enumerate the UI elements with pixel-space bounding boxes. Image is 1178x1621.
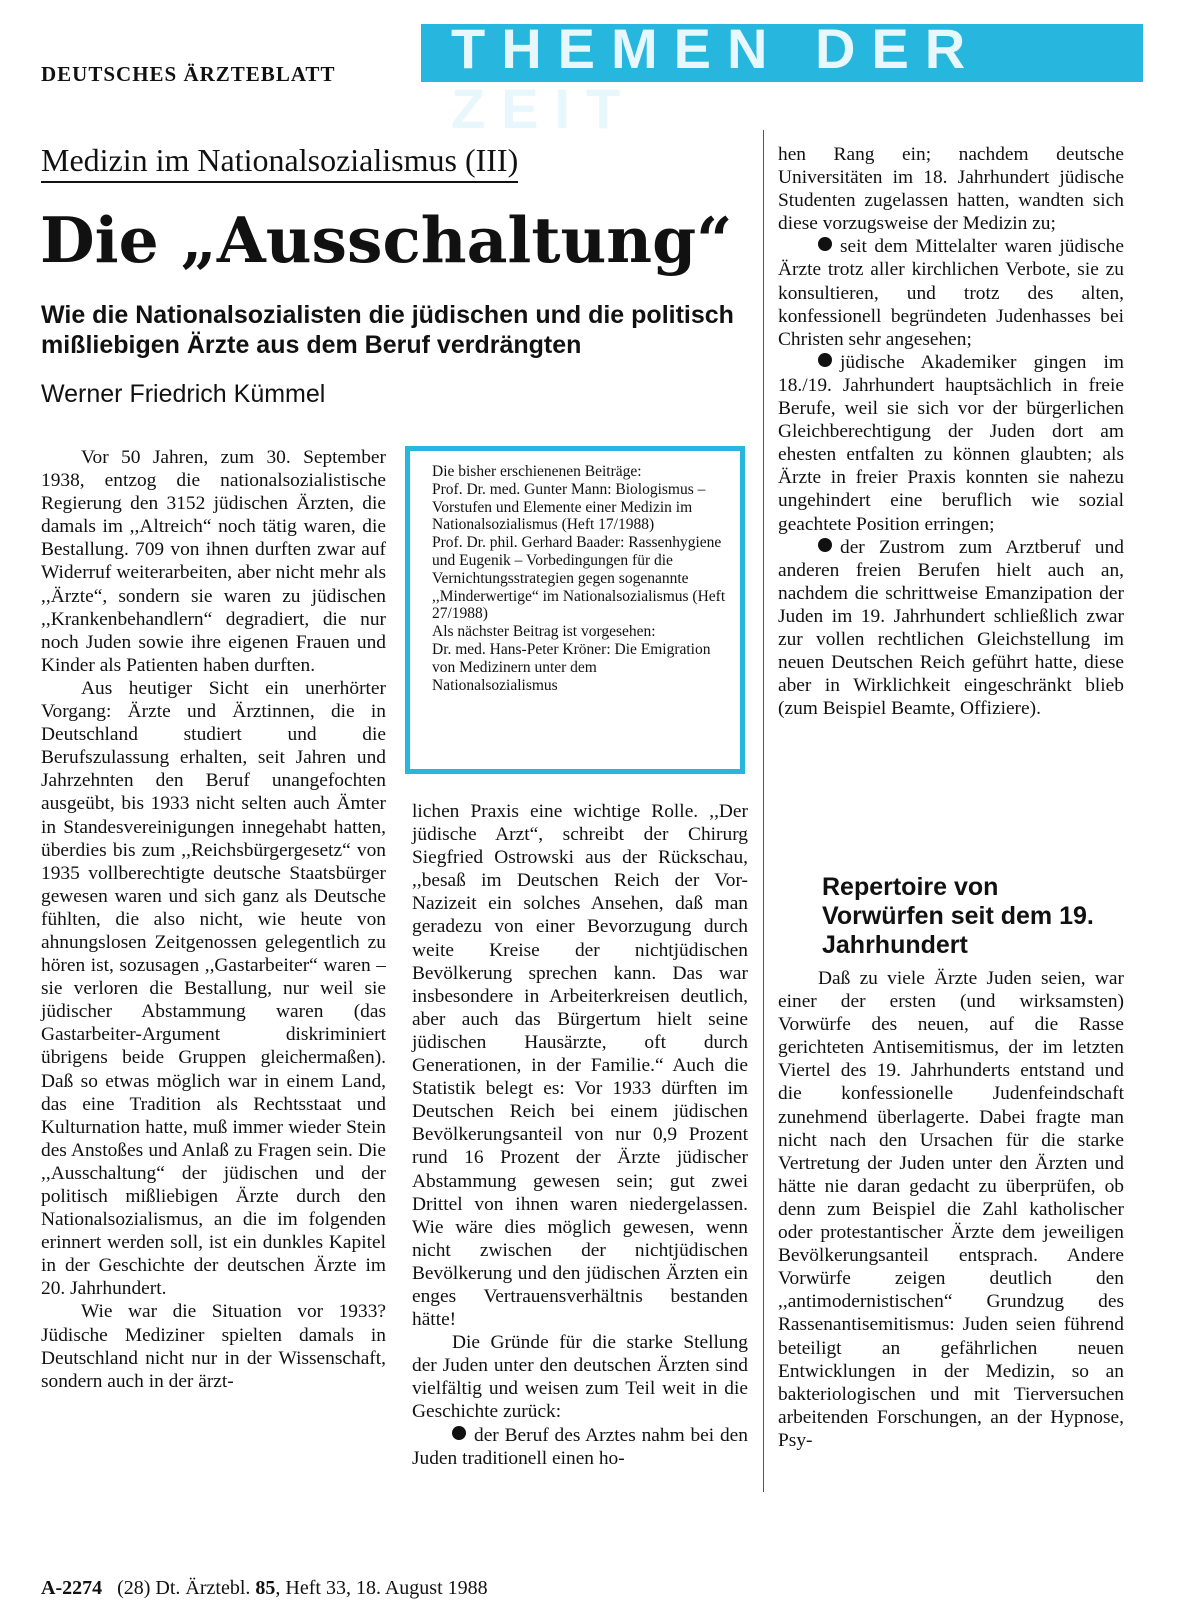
footer (41, 1577, 488, 1600)
paragraph: Die Gründe für die starke Stellung der Juden unter den deutschen Ärzten sind vielfältig und weisen zum Teil weit in die Geschichte zurück: (412, 1332, 748, 1423)
bullet-paragraph (778, 235, 1124, 350)
info-box-line: Als nächster Beitrag ist vorgesehen: (432, 623, 656, 641)
info-box-line: Dr. med. Hans-Peter Kröner: Die Emigration von Medizinern unter dem Nationalsozialismus (432, 640, 711, 694)
info-box-line: Prof. Dr. med. Gunter Mann: Biologismus – Vorstufen und Elemente einer Medizin im Nationalsozialismus (Heft 17/1988) (432, 480, 706, 534)
info-box (405, 446, 745, 774)
journal-issue: , Heft 33, 18. August 1988 (275, 1577, 488, 1599)
bullet-icon (818, 538, 832, 552)
bullet-icon (818, 237, 832, 251)
column-1 (41, 446, 386, 1393)
bullet-text: der Zustrom zum Arztberuf und anderen freien Berufen hielt auch an, nachdem die schrittweise Emanzipation der Juden im 19. Jahrhundert schließlich zwar zur vollen rechtlichen Gleichstellung im neuen Deutschen Reich geführt hatte, diese aber in Wirklichkeit eingeschränkt blieb (zum Beispiel Beamte, Offiziere). (778, 536, 1124, 720)
paragraph: Wie war die Situation vor 1933? Jüdische Mediziner spielten damals in Deutschland nicht nur in der Wissenschaft, sondern auch in der ärzt- (41, 1301, 386, 1392)
bullet-text: seit dem Mittelalter waren jüdische Ärzte trotz aller kirchlichen Verbote, sie zu konsultieren, und trotz des alten, konfessionell begründeten Judenhasses bei Christen sehr angesehen; (778, 236, 1124, 350)
bullet-icon (818, 353, 832, 367)
journal-ref: (28) Dt. Ärztebl. (117, 1577, 251, 1599)
section-banner-text: THEMEN DER ZEIT (451, 17, 982, 140)
article-title: Die „Ausschaltung“ (40, 203, 733, 277)
bullet-paragraph (778, 351, 1124, 536)
column-3 (778, 143, 1124, 720)
column-divider (763, 130, 764, 1492)
paragraph: lichen Praxis eine wichtige Rolle. ,,Der jüdische Arzt“, schreibt der Chirurg Siegfried Ostrowski aus der Rückschau, ,,besaß im Deutschen Reich der Vor-Nazizeit ein solches Ansehen, daß man geradezu von einer Bevorzugung durch weite Kreise der nichtjüdischen Bevölkerung sprechen kann. Das war insbesondere in Arbeiterkreisen deutlich, aber auch das Bürgertum hielt seine jüdischen Hausärzte, oft durch Generationen, in der Familie.“ Auch die Statistik belegt es: Vor 1933 dürften im Deutschen Reich bei einem jüdischen Bevölkerungsanteil von nur 0,9 Prozent rund 16 Prozent der Ärzte jüdischer Abstammung gewesen sein; gut zwei Drittel von ihnen waren niedergelassen. Wie wäre dies möglich gewesen, wenn nicht zwischen der nichtjüdischen Bevölkerung und den jüdischen Ärzten ein enges Vertrauensverhältnis bestanden hätte! (412, 801, 748, 1331)
series-title: Medizin im Nationalsozialismus (III) (41, 140, 518, 183)
article-subtitle: Wie die Nationalsozialisten die jüdischen und die politisch mißliebigen Ärzte aus dem Beruf verdrängten (41, 301, 734, 359)
paragraph: hen Rang ein; nachdem deutsche Universitäten im 18. Jahrhundert jüdische Studenten zugelassen hatten, wandten sich diese vorzugsweise der Medizin zu; (778, 144, 1124, 235)
author: Werner Friedrich Kümmel (41, 380, 326, 408)
bullet-text: der Beruf des Arztes nahm bei den Juden traditionell einen ho- (412, 1424, 748, 1469)
section-heading: Repertoire von Vorwürfen seit dem 19. Jahrhundert (822, 873, 1094, 959)
column-2 (412, 800, 748, 1470)
info-box-line: Die bisher erschienenen Beiträge: (432, 463, 642, 480)
info-box-line: Prof. Dr. phil. Gerhard Baader: Rassenhygiene und Eugenik – Vorbedingungen für die Vernichtungsstrategien gegen sogenannte ,,Minderwertige“ im Nationalsozialismus (Heft 27/1988) (432, 534, 726, 623)
info-box-text (432, 463, 726, 694)
paragraph: Vor 50 Jahren, zum 30. September 1938, entzog die nationalsozialistische Regierung den 3152 jüdischen Ärzten, die damals im ,,Altreich“ noch tätig waren, die Bestallung. 709 von ihnen durften zwar auf Widerruf weiterarbeiten, aber nicht mehr als ,,Ärzte“, sondern sie waren zu jüdischen ,,Krankenbehandlern“ degradiert, die nur noch Juden sowie ihre eigenen Frauen und Kinder als Patienten haben durften. (41, 447, 386, 676)
paragraph: Aus heutiger Sicht ein unerhörter Vorgang: Ärzte und Ärztinnen, die in Deutschland studiert und die Berufszulassung erhalten, seit Jahren und Jahrzehnten den Beruf unangefochten ausgeübt, bis 1933 nicht selten auch Ämter in Standesvereinigungen innegehabt hatten, überdies bis zum ,,Reichsbürgergesetz“ von 1935 vollberechtigte deutsche Staatsbürger gewesen waren und sich ganz als Deutsche fühlten, die also nicht, wie heute von ahnungslosen Zeitgenossen gelegentlich zu hören ist, sozusagen ,,Gastarbeiter“ waren – sie verloren die Bestallung, nur weil sie jüdischer Abstammung waren (das Gastarbeiter-Argument diskriminiert übrigens beide Gruppen gleichermaßen). Daß so etwas möglich war in einem Land, das eine Tradition als Rechtsstaat und Kulturnation hatte, muß immer wieder Stein des Anstoßes und Anlaß zu Fragen sein. Die ,,Ausschaltung“ der jüdischen und der politisch mißliebigen Ärzte durch den Nationalsozialismus, an die im folgenden erinnert werden soll, ist ein dunkles Kapitel in der Geschichte der deutschen Ärzte im 20. Jahrhundert. (41, 677, 386, 1300)
paragraph: Daß zu viele Ärzte Juden seien, war einer der ersten (und wirksamsten) Vorwürfe des neuen, auf die Rasse gerichteten Antisemitismus, der im letzten Viertel des 19. Jahrhunderts entstand und die konfessionelle Judenfeindschaft zunehmend überlagerte. Dabei fragte man nicht nach den Ursachen für die starke Vertretung der Juden unter den Ärzten und hätte nie daran gedacht zu überprüfen, ob denn zum Beispiel die Zahl katholischer oder protestantischer Ärzte dem jeweiligen Bevölkerungsanteil entsprach. Andere Vorwürfe zeigen deutlich den ,,antimodernistischen“ Grundzug des Rassenantisemitismus: Juden seien führend beteiligt an gefährlichen neuen Entwicklungen in der Medizin, so an bakteriologischen und mit Tierversuchen arbeitenden Forschungen, an der Hypnose, Psy- (778, 968, 1124, 1451)
volume-number: 85 (255, 1577, 276, 1599)
page-number: A-2274 (41, 1577, 103, 1599)
bullet-text: jüdische Akademiker gingen im 18./19. Jahrhundert hauptsächlich in freie Berufe, weil sie sich vor der bürgerlichen Gleichberechtigung der Juden dort am ehesten entfalten zu können glaubten; als Ärzte in freier Praxis konnten sie nahezu ungehindert eine beruflich wie sozial geachtete Position erringen; (778, 351, 1124, 535)
column-3-continued (778, 967, 1124, 1452)
bullet-paragraph (778, 536, 1124, 721)
masthead: DEUTSCHES ÄRZTEBLATT (41, 62, 336, 86)
bullet-icon (452, 1426, 466, 1440)
section-banner (421, 17, 1143, 140)
bullet-paragraph (412, 1424, 748, 1470)
